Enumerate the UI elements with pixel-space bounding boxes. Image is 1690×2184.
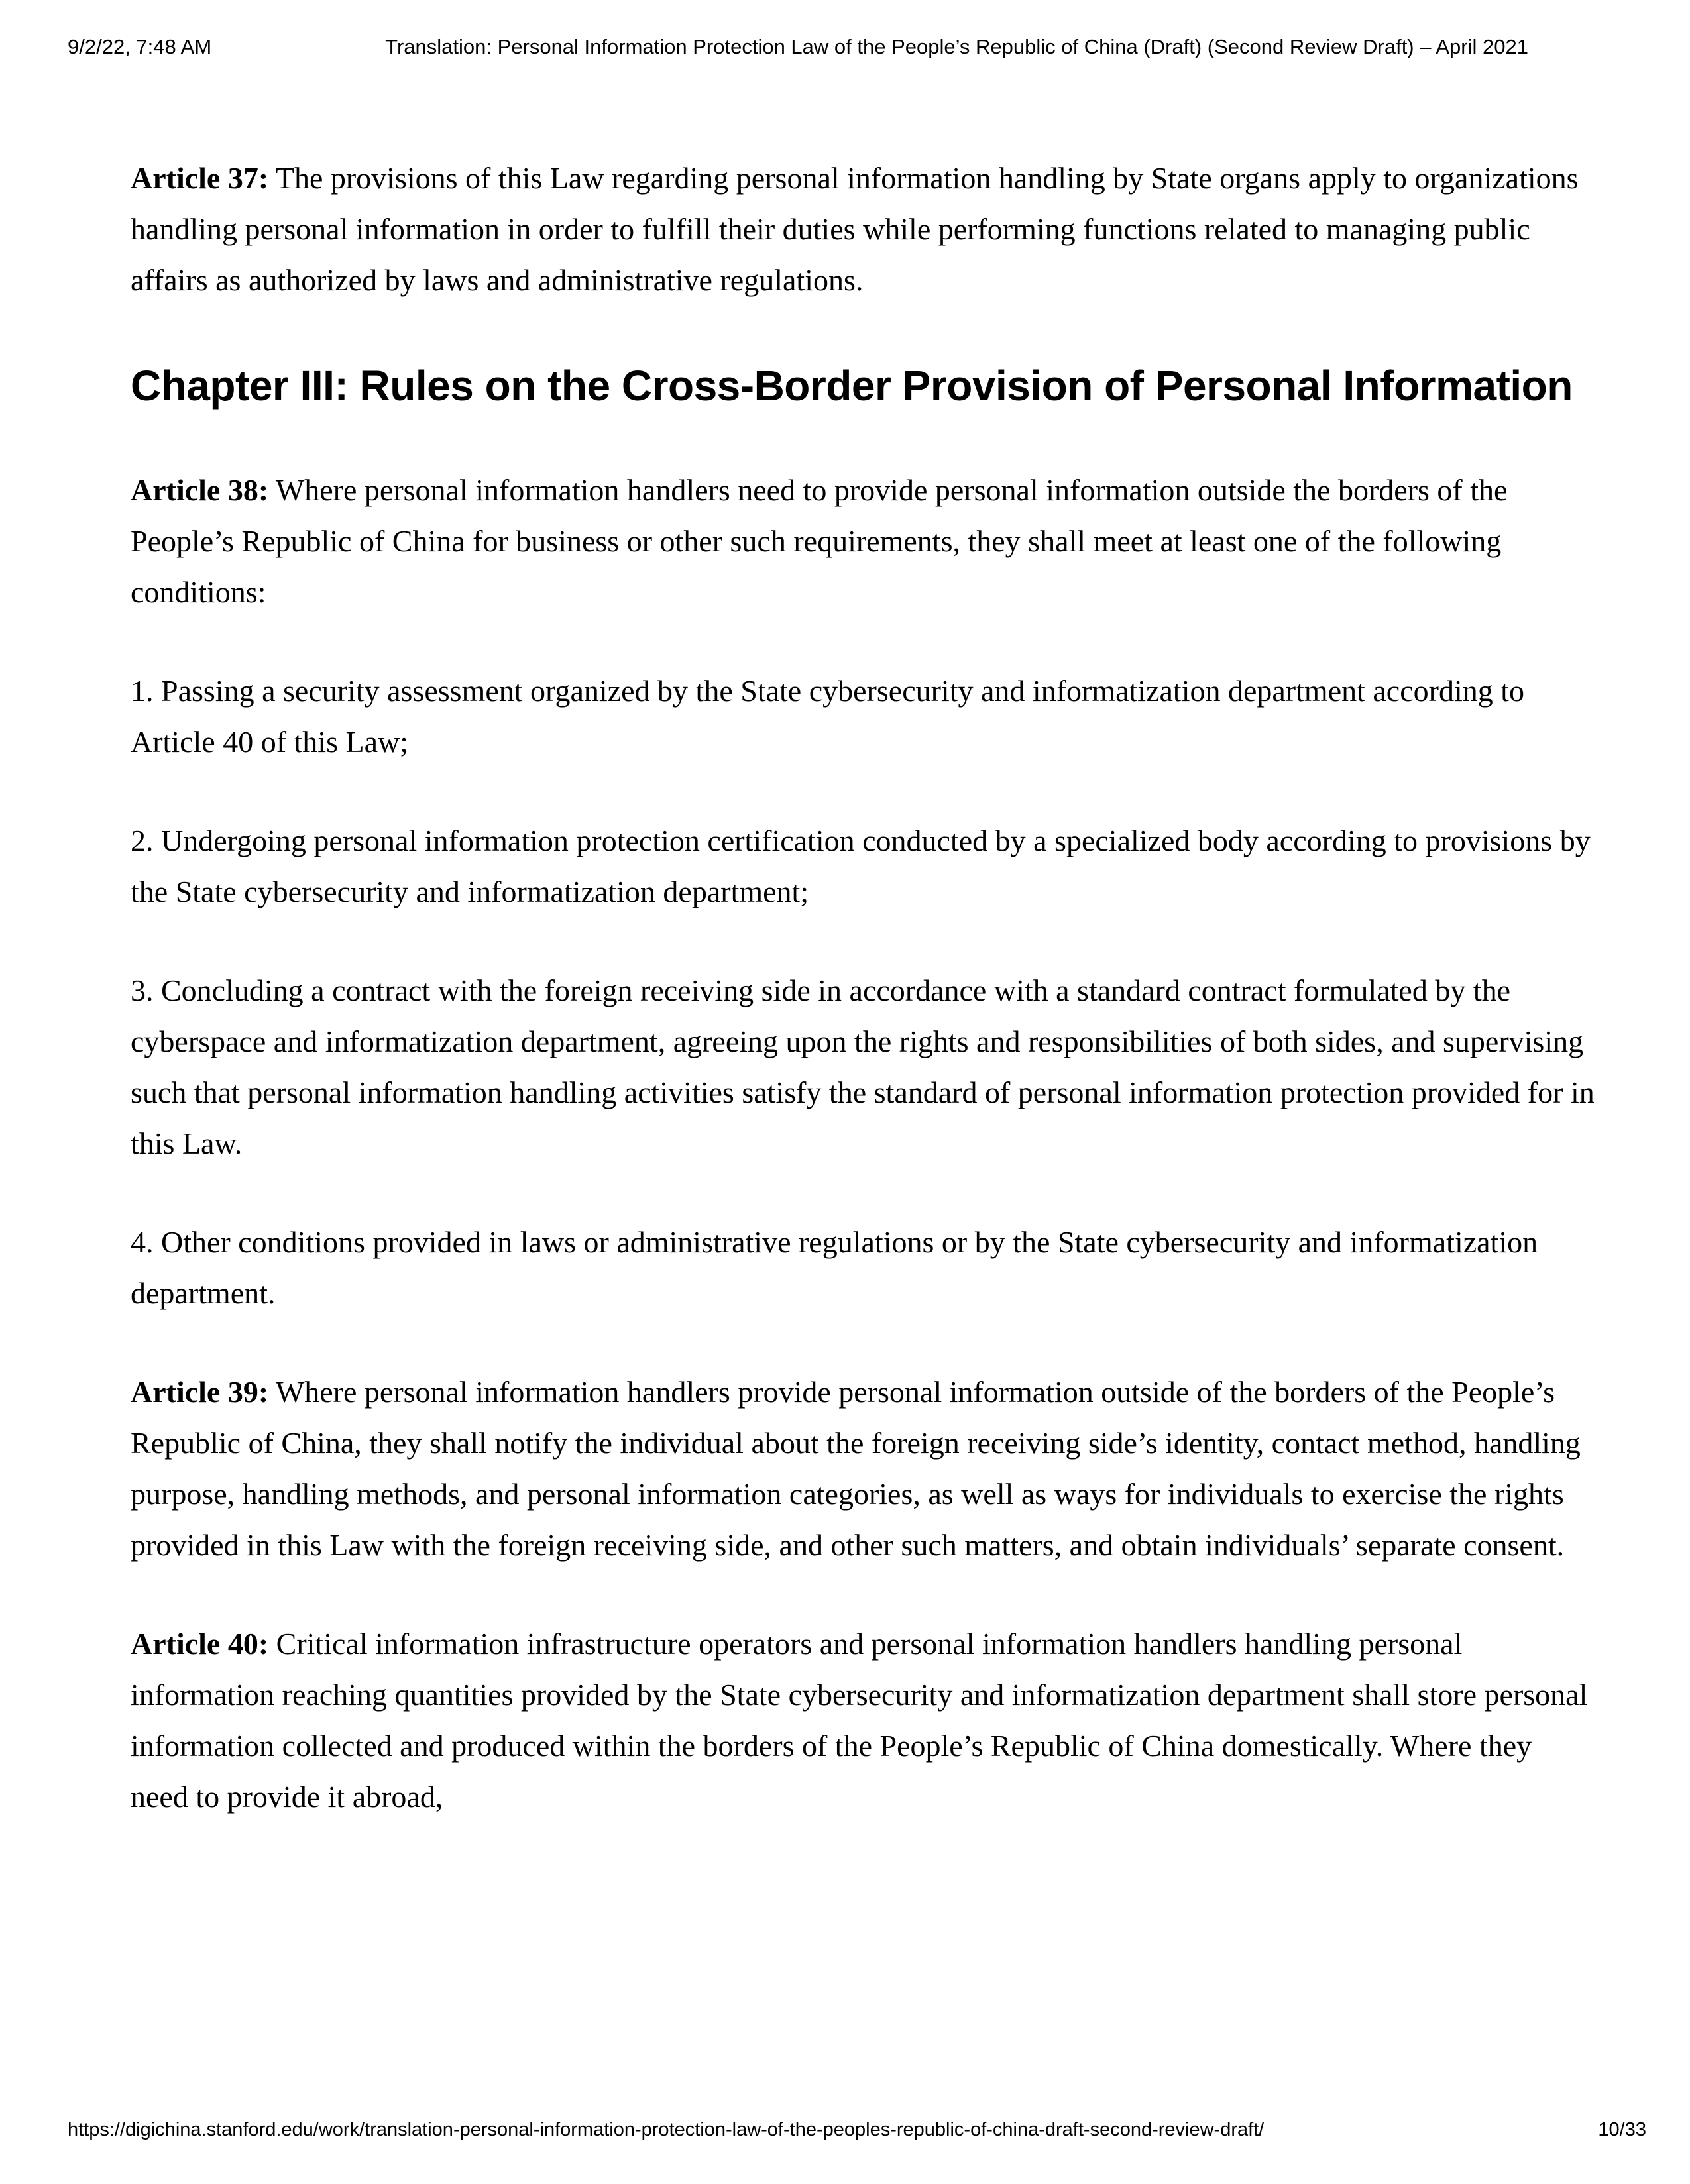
condition-1-paragraph: 1. Passing a security assessment organized by the State cybersecurity and informatization department according to Article 40 of this Law;	[131, 674, 1525, 759]
article-label: Article 37:	[131, 161, 269, 195]
print-datetime: 9/2/22, 7:48 AM	[68, 35, 212, 58]
article-label: Article 39:	[131, 1375, 269, 1409]
article-label: Article 40:	[131, 1627, 269, 1661]
article-38-paragraph: Article 38: Where personal information handlers need to provide personal information outside the borders of the People’s Republic of China for business or other such requirements, they shall meet at least one of the following conditions:	[131, 473, 1508, 609]
article-40-paragraph: Article 40: Critical information infrastructure operators and personal information handlers handling personal information reaching quantities provided by the State cybersecurity and informatization department shall store personal information collected and produced within the borders of the People’s Republic of China domestically. Where they need to provide it abroad,	[131, 1627, 1588, 1814]
article-37-paragraph: Article 37: The provisions of this Law regarding personal information handling by State organs apply to organizations handling personal information in order to fulfill their duties while performing functions related to managing public affairs as authorized by laws and administrative regulations.	[131, 161, 1579, 297]
page-number: 10/33	[1598, 2119, 1646, 2140]
article-label: Article 38:	[131, 473, 269, 507]
print-title: Translation: Personal Information Protection Law of the People’s Republic of China (Draft) (Second Review Draft) – April 2021	[385, 35, 1528, 58]
condition-3-paragraph: 3. Concluding a contract with the foreign receiving side in accordance with a standard contract formulated by the cyberspace and informatization department, agreeing upon the rights and responsibilities of both sides, and supervising such that personal information handling activities satisfy the standard of personal information protection provided for in this Law.	[131, 973, 1595, 1160]
article-39-paragraph: Article 39: Where personal information handlers provide personal information outside of the borders of the People’s Republic of China, they shall notify the individual about the foreign receiving side’s identity, contact method, handling purpose, handling methods, and personal information categories, as well as ways for individuals to exercise the rights provided in this Law with the foreign receiving side, and other such matters, and obtain individuals’ separate consent.	[131, 1375, 1581, 1562]
print-header	[68, 34, 1622, 60]
chapter-heading: Chapter III: Rules on the Cross-Border Provision of Personal Information	[131, 362, 1573, 410]
document-body	[131, 152, 1595, 1870]
print-footer	[68, 2118, 1646, 2142]
print-url: https://digichina.stanford.edu/work/translation-personal-information-protection-law-of-the-peoples-republic-of-china-draft-second-review-draft/	[68, 2119, 1265, 2140]
condition-4-paragraph: 4. Other conditions provided in laws or administrative regulations or by the State cybersecurity and informatization department.	[131, 1225, 1538, 1310]
condition-2-paragraph: 2. Undergoing personal information protection certification conducted by a specialized body according to provisions by the State cybersecurity and informatization department;	[131, 824, 1591, 908]
